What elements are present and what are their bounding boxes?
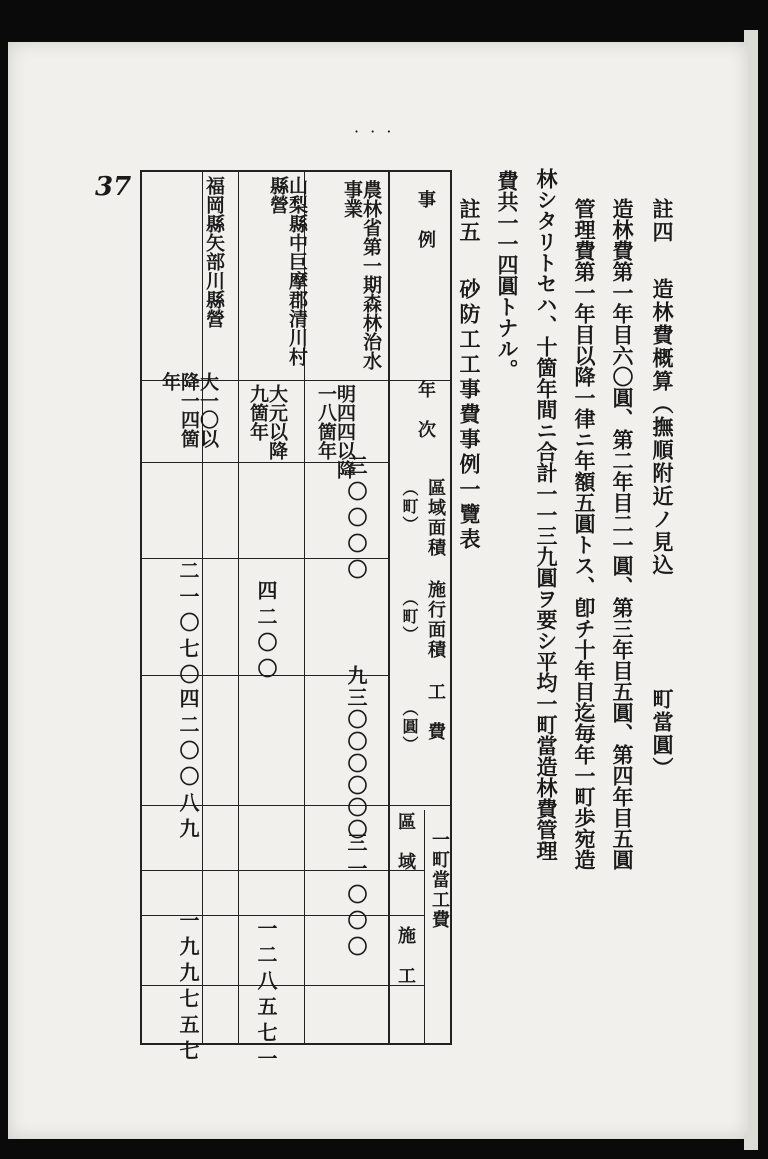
row3-case: 福岡縣矢部川縣營 (203, 176, 225, 328)
header-per-cho: 一町當工費 (429, 830, 450, 930)
row1-cost: 九三〇〇〇〇〇〇 (344, 665, 368, 841)
row1-year: 明四四以降一八箇年 (315, 384, 356, 479)
row2-exec: 一二八五七一 (254, 918, 278, 1074)
row1-case: 農林省第一期森林治水事業 (341, 180, 382, 370)
row3-exec-area: 二一〇七〇 (176, 560, 200, 690)
header-area: 區域面積 (425, 478, 446, 558)
header-area-unit: （町） (400, 480, 419, 534)
row3-year: 大一〇以降一四箇年 (159, 372, 219, 448)
row1-area: 三〇〇〇〇 (344, 455, 368, 585)
row2-case: 山梨縣中巨摩郡清川村縣營 (267, 176, 308, 366)
dots-mark: · · · (354, 122, 395, 141)
row3-cost: 四二〇〇八九 (176, 688, 200, 844)
header-exec-unit: （町） (400, 590, 419, 644)
page-number: 37 (95, 172, 132, 202)
header-region: 區 域 (395, 812, 416, 872)
header-case: 事 例 (415, 190, 436, 250)
note4-line3: 林シタリトセハ、十箇年間ニ合計一一三九圓ヲ要シ平均一町當造林費管理 (534, 168, 559, 861)
note4-unit: 町當圓） (650, 688, 675, 780)
note5-title: 砂防工工事費事例一覽表 (457, 278, 482, 553)
header-exec: 施 工 (395, 926, 416, 986)
note4-line4: 費共一一四圓トナル。 (495, 170, 520, 380)
row3-exec: 一九九七五七 (176, 910, 200, 1066)
header-cost: 工 費 (425, 682, 446, 742)
note4-title: 造林費概算（撫順附近ノ見込 (650, 278, 675, 577)
header-year: 年 次 (415, 380, 436, 440)
row1-region: 三一〇〇〇 (344, 832, 368, 962)
header-cost-unit: （圓） (400, 700, 419, 754)
row2-year: 大元以降九箇年 (247, 384, 288, 460)
row2-exec-area: 四二〇〇 (254, 580, 278, 684)
note4-line1: 造林費第一年目六〇圓、第二年目二一圓、第三年目五圓、第四年目五圓 (610, 198, 635, 870)
note4-heading: 註四 (650, 198, 675, 244)
header-exec-area: 施行面積 (425, 580, 446, 660)
note4-line2: 管理費第一年目以降一律ニ年額五圓トス、卽チ十年目迄毎年一町歩宛造 (572, 198, 597, 870)
note5-heading: 註五 (457, 198, 482, 244)
